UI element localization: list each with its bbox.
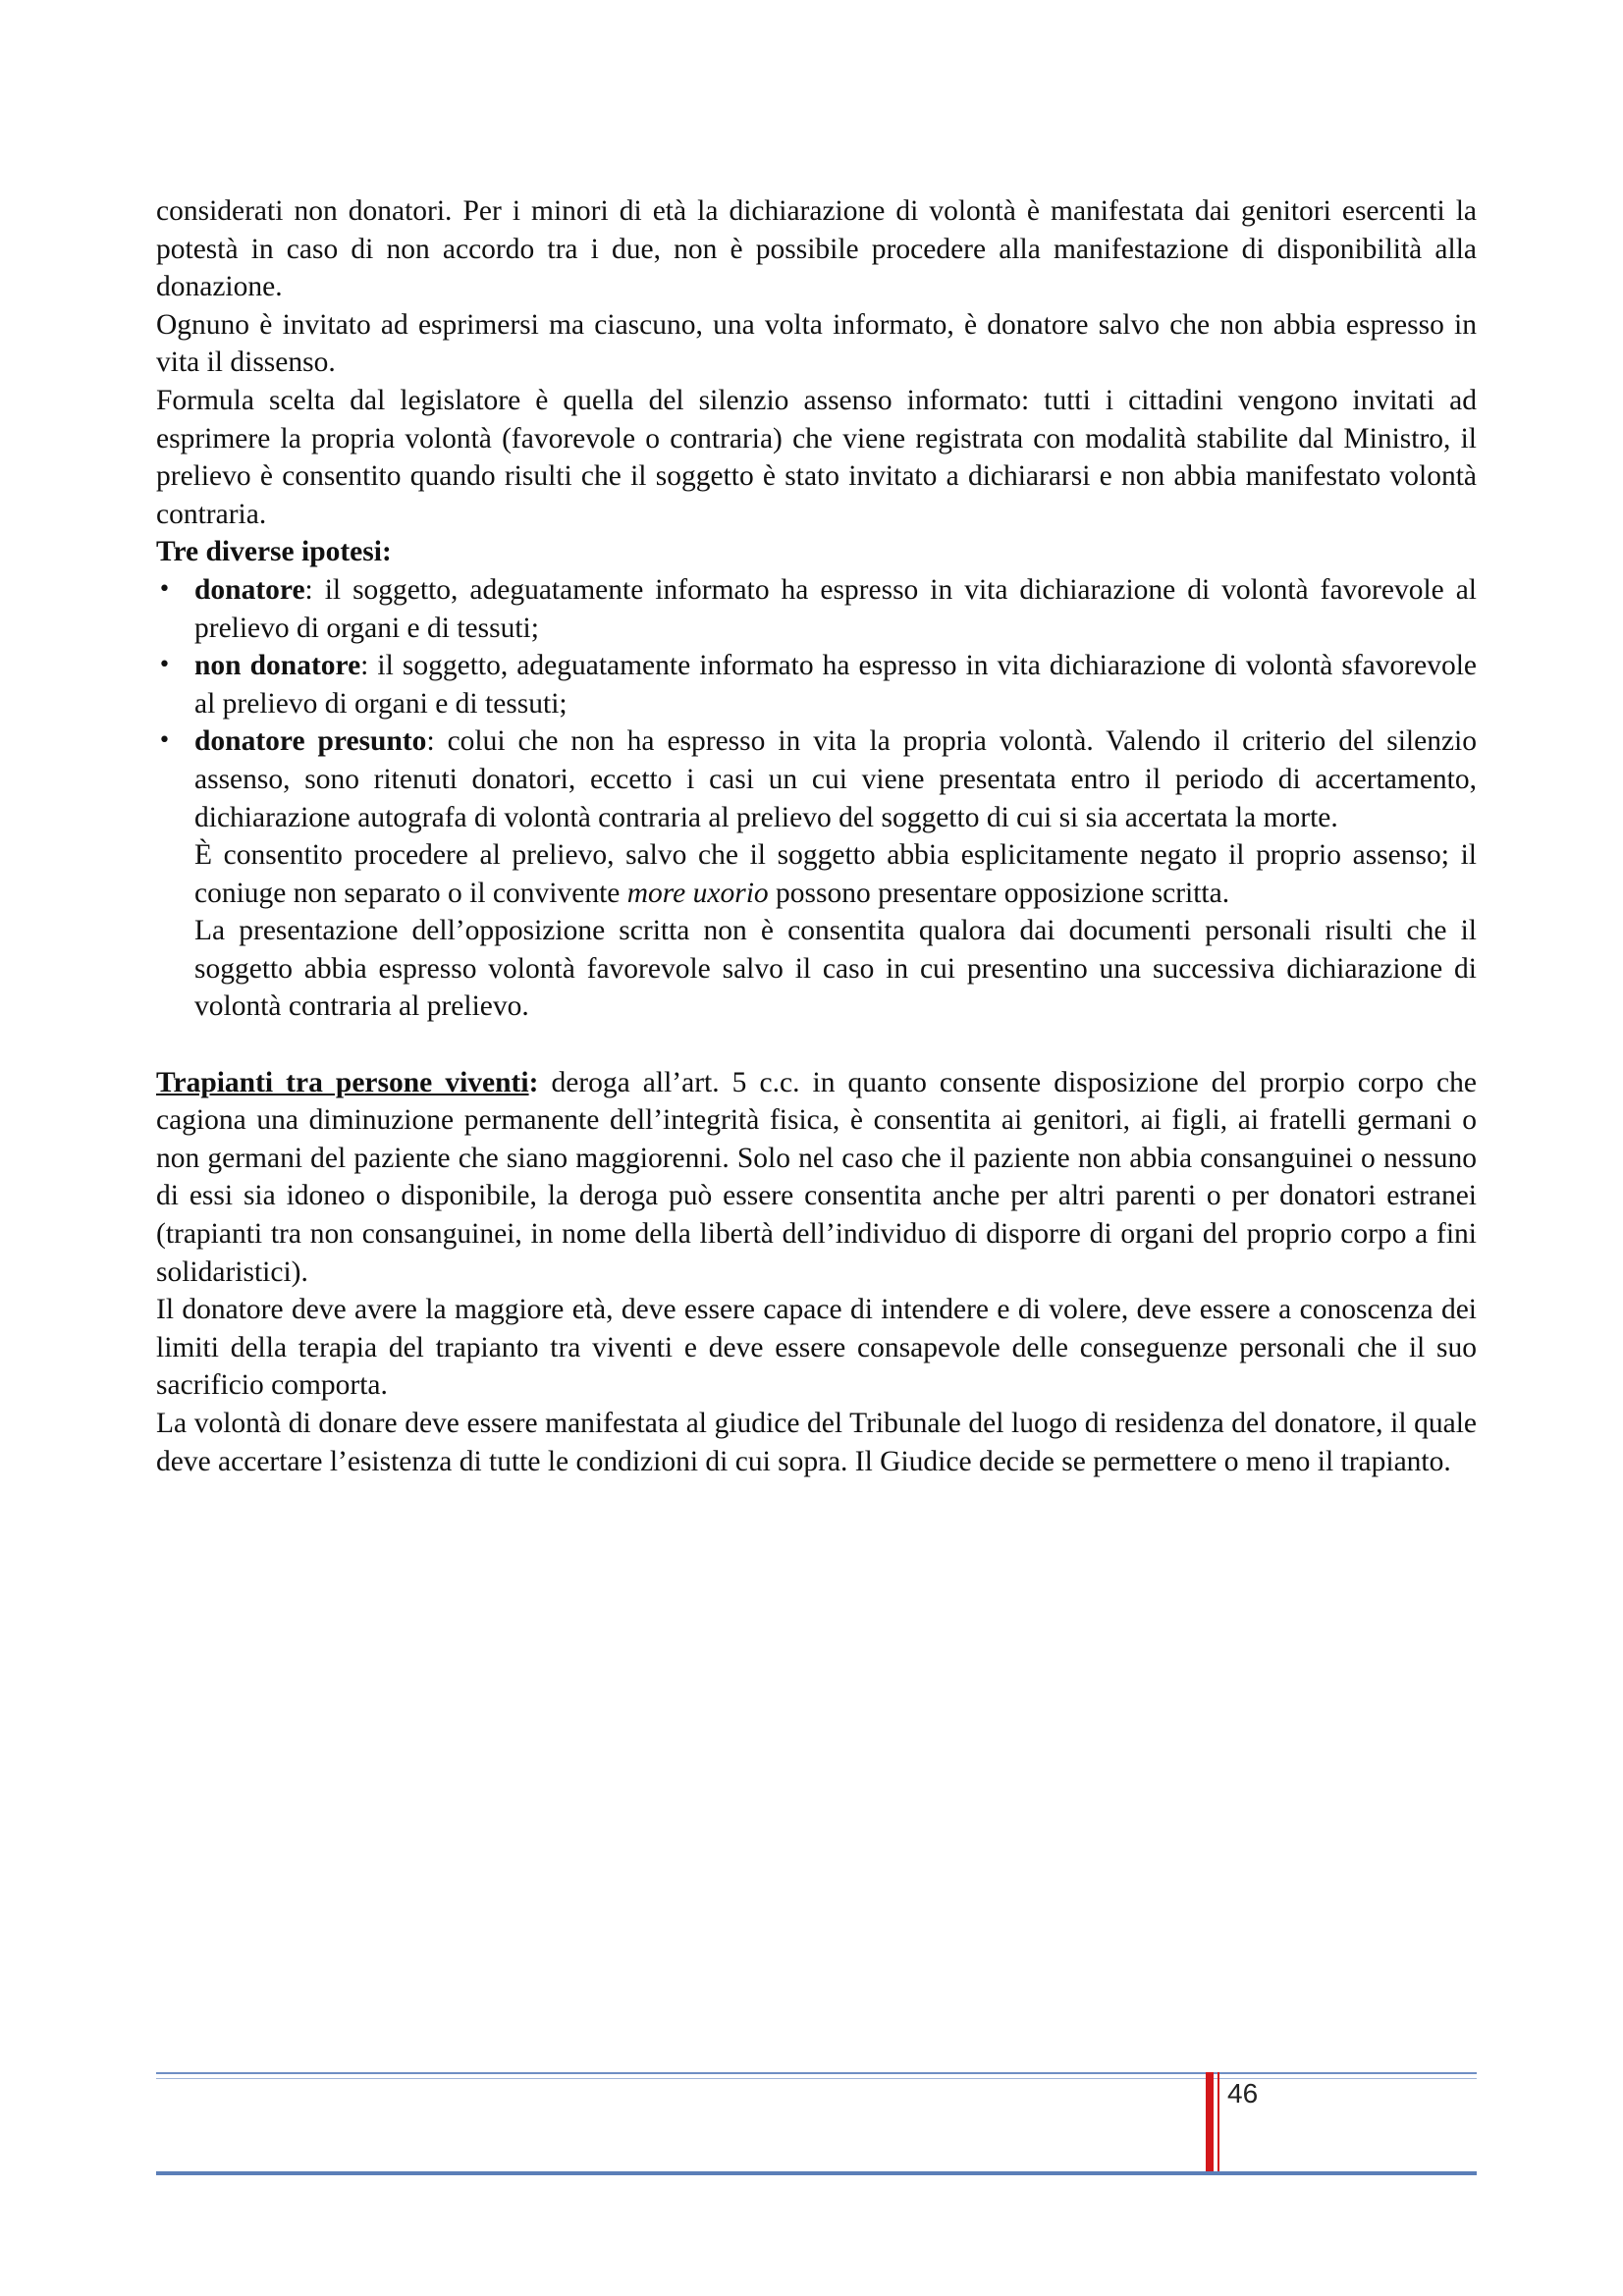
footer-accent-bar-thin xyxy=(1217,2072,1219,2175)
paragraph: Formula scelta dal legislatore è quella del silenzio assenso informato: tutti i cittadini vengono invitati ad esprimere la propria volontà (favorevole o contraria) che viene registrata con modalità stabilite dal Ministro, il prelievo è consentito quando risulti che il soggetto è stato invitato a dichiararsi e non abbia manifestato volontà contraria. xyxy=(156,384,1477,530)
list-item-text: : colui che non ha espresso in vita la propria volontà. Valendo il criterio del silenzio assenso, sono ritenuti donatori, eccetto i casi un cui viene presentata entro il periodo di accertamento, dichiarazione autografa di volontà contraria al prelievo del soggetto di cui si sia accertata la morte. xyxy=(194,725,1477,833)
list-item-text: : il soggetto, adeguatamente informato ha espresso in vita dichiarazione di volontà sfavorevole al prelievo di organi e di tessuti; xyxy=(194,650,1477,720)
list-item xyxy=(156,647,1477,722)
list-item-term: donatore xyxy=(194,573,305,606)
list-item xyxy=(156,722,1477,1026)
hypotheses-heading: Tre diverse ipotesi: xyxy=(156,536,392,568)
subparagraph-text: possono presentare opposizione scritta. xyxy=(768,877,1230,909)
list-item-subparagraph xyxy=(194,836,1477,912)
paragraph: La volontà di donare deve essere manifestata al giudice del Tribunale del luogo di residenza del donatore, il quale deve accertare l’esistenza di tutte le condizioni di cui sopra. Il Giudice decide se permettere o meno il trapianto. xyxy=(156,1408,1477,1477)
bullet-icon: • xyxy=(158,728,171,754)
latin-term: more uxorio xyxy=(626,877,769,909)
list-item-term: donatore presunto xyxy=(194,725,427,758)
footer-rule-top-thin xyxy=(156,2078,1477,2079)
section-title: Trapianti tra persone viventi xyxy=(156,1066,529,1098)
list-item-text: : il soggetto, adeguatamente informato ha espresso in vita dichiarazione di volontà favorevole al prelievo di organi e di tessuti; xyxy=(194,573,1477,644)
page-number: 46 xyxy=(1227,2078,1259,2109)
list-item-term: non donatore xyxy=(194,650,361,682)
list-item-subparagraph: La presentazione dell’opposizione scritta non è consentita qualora dai documenti personali risulti che il soggetto abbia espresso volontà favorevole salvo il caso in cui presentino una successiva dichiarazione di volontà contraria al prelievo. xyxy=(194,915,1477,1023)
paragraph: considerati non donatori. Per i minori di età la dichiarazione di volontà è manifestata dai genitori esercenti la potestà in caso di non accordo tra i due, non è possibile procedere alla manifestazione di disponibilità alla donazione. xyxy=(156,195,1477,303)
footer-accent-bar xyxy=(1206,2072,1214,2175)
spacer xyxy=(156,1026,1477,1064)
section-text: deroga all’art. 5 c.c. in quanto consente disposizione del prorpio corpo che cagiona una diminuzione permanente dell’integrità fisica, è consentita ai genitori, ai figli, ai fratelli germani o non germani del paziente che siano maggiorenni. Solo nel caso che il paziente non abbia consanguinei o nessuno di essi sia idoneo o disponibile, la deroga può essere consentita anche per altri parenti o per donatori estranei (trapianti tra non consanguinei, in nome della libertà dell’individuo di disporre di organi del proprio corpo a fini solidaristici). xyxy=(156,1066,1477,1288)
subparagraph-text: È consentito procedere al prelievo, salvo che il soggetto abbia esplicitamente negato il proprio assenso; il coniuge non separato o il convivente xyxy=(194,839,1477,909)
footer-rule-bottom xyxy=(156,2171,1477,2175)
footer-rule-top xyxy=(156,2072,1477,2074)
section-paragraph xyxy=(156,1064,1477,1292)
paragraph: Il donatore deve avere la maggiore età, deve essere capace di intendere e di volere, deve essere a conoscenza dei limiti della terapia del trapianto tra viventi e deve essere consapevole delle conseguenze personali che il suo sacrificio comporta. xyxy=(156,1294,1477,1402)
paragraph: Ognuno è invitato ad esprimersi ma ciascuno, una volta informato, è donatore salvo che non abbia espresso in vita il dissenso. xyxy=(156,308,1477,379)
section-colon: : xyxy=(528,1066,539,1098)
bullet-icon: • xyxy=(158,576,171,602)
bullet-icon: • xyxy=(158,653,171,678)
page-body xyxy=(156,192,1477,1480)
list-item xyxy=(156,571,1477,647)
hypotheses-list xyxy=(156,571,1477,1026)
